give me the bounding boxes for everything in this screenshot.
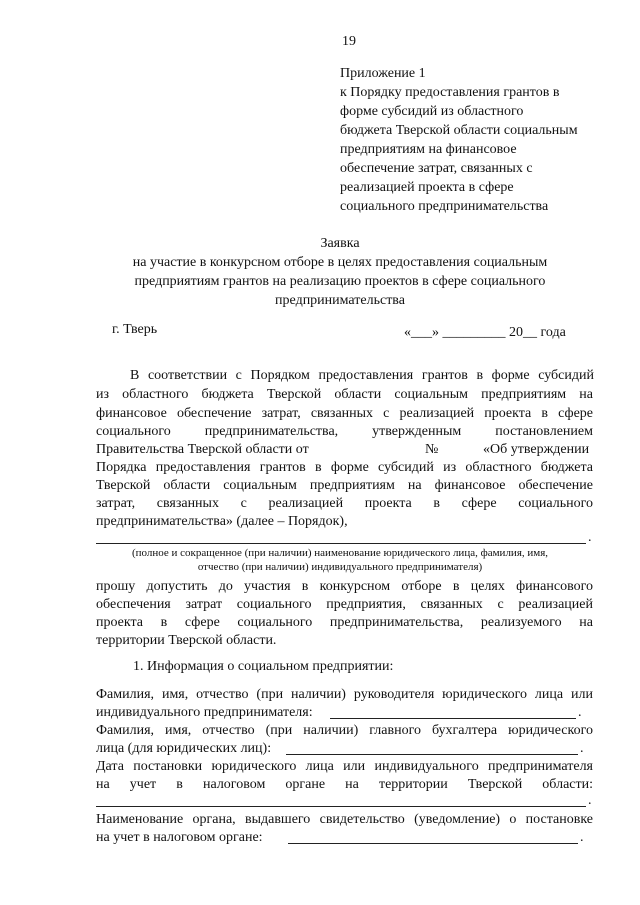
subtitle-line: на участие в конкурсном отборе в целях предоставления социальным (132, 255, 548, 270)
intro-word: утвержденным (372, 424, 462, 439)
subtitle-line: предприятиям грантов на реализацию проектов в сфере социального (134, 274, 546, 289)
intro-line-7: Тверской области социальным предприятиям на финансовое обеспечение (96, 478, 593, 493)
authority-label-line-2: на учет в налоговом органе: (96, 830, 263, 845)
intro-line-6: Порядка предоставления грантов в форме субсидий из областного бюджета (96, 460, 593, 475)
head-label-line-2: индивидуального предпринимателя: (96, 705, 313, 720)
appendix-line: Приложение 1 (340, 66, 426, 81)
intro-word: социального (96, 424, 171, 439)
intro-word: предпринимательства, (204, 424, 339, 439)
line-end-period: . (588, 793, 592, 808)
caption-line-2: отчество (при наличии) индивидуального предпринимателя) (197, 561, 483, 573)
accountant-label-line-2: лица (для юридических лиц): (96, 741, 272, 756)
head-name-field[interactable] (330, 718, 576, 719)
subtitle-line: предпринимательства (275, 293, 405, 308)
appendix-line: обеспечение затрат, связанных с (340, 161, 533, 176)
appendix-line: реализацией проекта в сфере (340, 180, 514, 195)
request-line-4: территории Тверской области. (96, 633, 277, 648)
line-end-period: . (580, 741, 584, 756)
accountant-label-line-1: Фамилия, имя, отчество (при наличии) главного бухгалтера юридического (96, 723, 593, 738)
line-end-period: . (588, 530, 592, 545)
appendix-line: к Порядку предоставления грантов в (340, 85, 560, 100)
place-label: г. Тверь (112, 322, 158, 337)
intro-line-5c: «Об утверждении (483, 442, 590, 457)
intro-line-5a: Правительства Тверской области от (96, 442, 309, 457)
registration-date-field[interactable] (96, 806, 586, 807)
document-title: Заявка (320, 236, 360, 251)
intro-line-9: предпринимательства» (далее – Порядок), (96, 514, 348, 529)
intro-line-1: В соответствии с Порядком предоставления грантов в форме субсидий (130, 368, 594, 383)
appendix-line: форме субсидий из областного (340, 104, 524, 119)
appendix-line: социального предпринимательства (340, 199, 549, 214)
head-label-line-1: Фамилия, имя, отчество (при наличии) руководителя юридического лица или (96, 687, 593, 702)
date-field[interactable]: «___» _________ 20__ года (404, 325, 566, 340)
accountant-name-field[interactable] (286, 754, 578, 755)
request-line-3: проекта в сфере социального предпринимательства, реализуемого на (96, 615, 593, 630)
intro-word: постановлением (495, 424, 593, 439)
registration-label-line-2: на учет в налоговом органе на территории Тверской области: (96, 777, 593, 792)
request-line-1: прошу допустить до участия в конкурсном отборе в целях финансового (96, 579, 593, 594)
authority-label-line-1: Наименование органа, выдавшего свидетельство (уведомление) о постановке (96, 812, 593, 827)
authority-name-field[interactable] (288, 843, 578, 844)
appendix-line: бюджета Тверской области социальным (340, 123, 578, 138)
intro-number-sign: № (425, 442, 439, 457)
page-number: 19 (342, 34, 356, 49)
request-line-2: обеспечения затрат социального предприятия, связанных с реализацией (96, 597, 593, 612)
intro-line-2: из областного бюджета Тверской области социальным предприятиям на (96, 387, 593, 402)
intro-line-4 (96, 424, 593, 440)
caption-line-1: (полное и сокращенное (при наличии) наименование юридического лица, фамилия, имя, (131, 547, 549, 559)
section-heading: 1. Информация о социальном предприятии: (133, 659, 394, 674)
line-end-period: . (580, 830, 584, 845)
intro-line-8: затрат, связанных с реализацией проекта в сфере социального (96, 496, 593, 511)
applicant-name-line[interactable] (96, 543, 586, 544)
intro-line-3: финансовое обеспечение затрат, связанных с реализацией проекта в сфере (96, 406, 593, 421)
appendix-line: предприятиям на финансовое (340, 142, 517, 157)
line-end-period: . (578, 705, 582, 720)
registration-label-line-1: Дата постановки юридического лица или индивидуального предпринимателя (96, 759, 593, 774)
